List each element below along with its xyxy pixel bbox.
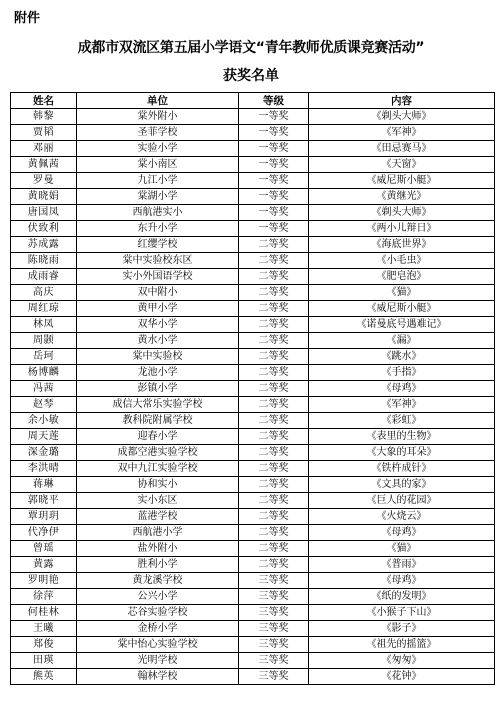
cell-content: 《海底世界》 (309, 237, 495, 253)
cell-content: 《军神》 (309, 125, 495, 141)
cell-content: 《小毛虫》 (309, 253, 495, 269)
cell-content: 《文具的家》 (309, 477, 495, 493)
cell-content: 《跳水》 (309, 349, 495, 365)
cell-content: 《手指》 (309, 365, 495, 381)
cell-unit: 西航港实小 (77, 205, 239, 221)
cell-unit: 东升小学 (77, 221, 239, 237)
cell-name: 贾韬 (11, 125, 77, 141)
cell-name: 李洪晴 (11, 461, 77, 477)
table-row (11, 525, 495, 541)
cell-level: 二等奖 (239, 413, 309, 429)
cell-name: 冯茜 (11, 381, 77, 397)
cell-name: 徐萍 (11, 589, 77, 605)
cell-level: 二等奖 (239, 237, 309, 253)
cell-content: 《巨人的花园》 (309, 493, 495, 509)
cell-level: 一等奖 (239, 157, 309, 173)
table-row (11, 141, 495, 157)
cell-content: 《普雨》 (309, 557, 495, 573)
cell-name: 深金璐 (11, 445, 77, 461)
cell-level: 二等奖 (239, 429, 309, 445)
table-row (11, 477, 495, 493)
table-row (11, 237, 495, 253)
cell-name: 周红琼 (11, 301, 77, 317)
table-body (11, 109, 495, 685)
cell-name: 罗明艳 (11, 573, 77, 589)
cell-unit: 棠小南区 (77, 157, 239, 173)
cell-level: 三等奖 (239, 605, 309, 621)
cell-name: 郑俊 (11, 637, 77, 653)
cell-content: 《田忌赛马》 (309, 141, 495, 157)
cell-level: 二等奖 (239, 317, 309, 333)
cell-content: 《剃头大师》 (309, 205, 495, 221)
cell-content: 《母鸡》 (309, 381, 495, 397)
cell-name: 黄晓娟 (11, 189, 77, 205)
cell-level: 二等奖 (239, 397, 309, 413)
cell-name: 唐国凤 (11, 205, 77, 221)
table-row (11, 365, 495, 381)
header-level: 等级 (239, 93, 309, 109)
cell-content: 《肥皂泡》 (309, 269, 495, 285)
cell-unit: 红缨学校 (77, 237, 239, 253)
header-name: 姓名 (11, 93, 77, 109)
cell-unit: 芯谷实验学校 (77, 605, 239, 621)
cell-level: 二等奖 (239, 461, 309, 477)
cell-unit: 龙池小学 (77, 365, 239, 381)
cell-unit: 圣菲学校 (77, 125, 239, 141)
table-row (11, 397, 495, 413)
table-row (11, 109, 495, 125)
cell-content: 《母鸡》 (309, 525, 495, 541)
header-unit: 单位 (77, 93, 239, 109)
table-row (11, 621, 495, 637)
cell-level: 二等奖 (239, 285, 309, 301)
cell-name: 岳珂 (11, 349, 77, 365)
cell-name: 陈晓雨 (11, 253, 77, 269)
cell-level: 二等奖 (239, 445, 309, 461)
cell-content: 《表里的生物》 (309, 429, 495, 445)
cell-unit: 棠中怡心实验学校 (77, 637, 239, 653)
cell-content: 《影子》 (309, 621, 495, 637)
cell-unit: 金桥小学 (77, 621, 239, 637)
cell-name: 苏成露 (11, 237, 77, 253)
table-row (11, 333, 495, 349)
cell-level: 三等奖 (239, 653, 309, 669)
table-row (11, 301, 495, 317)
cell-content: 《剃头大师》 (309, 109, 495, 125)
table-row (11, 413, 495, 429)
cell-level: 一等奖 (239, 173, 309, 189)
table-row (11, 221, 495, 237)
table-row (11, 637, 495, 653)
cell-level: 一等奖 (239, 189, 309, 205)
cell-content: 《猫》 (309, 541, 495, 557)
cell-level: 一等奖 (239, 125, 309, 141)
cell-name: 伏致利 (11, 221, 77, 237)
cell-level: 二等奖 (239, 349, 309, 365)
cell-name: 高庆 (11, 285, 77, 301)
cell-unit: 成都空港实验学校 (77, 445, 239, 461)
cell-name: 覃玥玥 (11, 509, 77, 525)
cell-level: 一等奖 (239, 141, 309, 157)
cell-level: 二等奖 (239, 557, 309, 573)
cell-content: 《小猴子下山》 (309, 605, 495, 621)
cell-level: 二等奖 (239, 509, 309, 525)
cell-content: 《纸的发明》 (309, 589, 495, 605)
cell-unit: 盐外附小 (77, 541, 239, 557)
table-row (11, 269, 495, 285)
cell-level: 二等奖 (239, 493, 309, 509)
table-row (11, 589, 495, 605)
cell-level: 二等奖 (239, 381, 309, 397)
table-row (11, 157, 495, 173)
cell-content: 《两小儿辩日》 (309, 221, 495, 237)
cell-unit: 实小外国语学校 (77, 269, 239, 285)
cell-level: 二等奖 (239, 333, 309, 349)
cell-content: 《猫》 (309, 285, 495, 301)
cell-name: 王曦 (11, 621, 77, 637)
table-row (11, 541, 495, 557)
cell-name: 赵琴 (11, 397, 77, 413)
cell-level: 二等奖 (239, 253, 309, 269)
cell-unit: 棠中实验校 (77, 349, 239, 365)
cell-level: 二等奖 (239, 541, 309, 557)
attachment-label: 附件 (14, 11, 41, 26)
cell-level: 三等奖 (239, 669, 309, 685)
cell-unit: 蓝港学校 (77, 509, 239, 525)
cell-level: 一等奖 (239, 221, 309, 237)
cell-level: 二等奖 (239, 525, 309, 541)
cell-content: 《匆匆》 (309, 653, 495, 669)
header-content: 内容 (309, 93, 495, 109)
cell-unit: 公兴小学 (77, 589, 239, 605)
cell-unit: 成信大常乐实验学校 (77, 397, 239, 413)
cell-unit: 协和实小 (77, 477, 239, 493)
cell-content: 《威尼斯小艇》 (309, 173, 495, 189)
cell-unit: 翰林学校 (77, 669, 239, 685)
table-row (11, 445, 495, 461)
table-row (11, 317, 495, 333)
cell-content: 《火烧云》 (309, 509, 495, 525)
cell-unit: 实小东区 (77, 493, 239, 509)
cell-name: 周颢 (11, 333, 77, 349)
cell-level: 二等奖 (239, 477, 309, 493)
cell-content: 《花钟》 (309, 669, 495, 685)
cell-content: 《彩虹》 (309, 413, 495, 429)
cell-name: 黄露 (11, 557, 77, 573)
cell-unit: 双中附小 (77, 285, 239, 301)
cell-unit: 棠外附小 (77, 109, 239, 125)
cell-unit: 黄甲小学 (77, 301, 239, 317)
table-row (11, 669, 495, 685)
cell-content: 《诺曼底号遇难记》 (309, 317, 495, 333)
table-row (11, 557, 495, 573)
cell-name: 曾瑶 (11, 541, 77, 557)
cell-content: 《天窗》 (309, 157, 495, 173)
cell-level: 二等奖 (239, 365, 309, 381)
table-row (11, 381, 495, 397)
cell-name: 韩黎 (11, 109, 77, 125)
cell-content: 《铁杵成针》 (309, 461, 495, 477)
cell-content: 《黄继光》 (309, 189, 495, 205)
cell-unit: 西航港小学 (77, 525, 239, 541)
cell-unit: 双中九江实验学校 (77, 461, 239, 477)
cell-content: 《漏》 (309, 333, 495, 349)
cell-name: 田瑛 (11, 653, 77, 669)
cell-unit: 棠湖小学 (77, 189, 239, 205)
cell-level: 二等奖 (239, 269, 309, 285)
table-row (11, 125, 495, 141)
table-row (11, 509, 495, 525)
cell-level: 二等奖 (239, 301, 309, 317)
table-row (11, 349, 495, 365)
table-row (11, 285, 495, 301)
table-row (11, 573, 495, 589)
cell-name: 邓丽 (11, 141, 77, 157)
table-row (11, 461, 495, 477)
cell-name: 郭晓平 (11, 493, 77, 509)
cell-content: 《母鸡》 (309, 573, 495, 589)
table-row (11, 253, 495, 269)
document-subtitle: 获奖名单 (223, 68, 279, 84)
cell-content: 《军神》 (309, 397, 495, 413)
cell-unit: 黄水小学 (77, 333, 239, 349)
cell-content: 《大象的耳朵》 (309, 445, 495, 461)
cell-level: 三等奖 (239, 573, 309, 589)
cell-unit: 棠中实验校东区 (77, 253, 239, 269)
cell-unit: 光明学校 (77, 653, 239, 669)
cell-unit: 胜利小学 (77, 557, 239, 573)
cell-name: 林凤 (11, 317, 77, 333)
cell-content: 《威尼斯小艇》 (309, 301, 495, 317)
cell-level: 一等奖 (239, 205, 309, 221)
cell-unit: 双华小学 (77, 317, 239, 333)
cell-unit: 彭镇小学 (77, 381, 239, 397)
cell-name: 黄佩茜 (11, 157, 77, 173)
cell-unit: 九江小学 (77, 173, 239, 189)
cell-name: 周天莲 (11, 429, 77, 445)
table-row (11, 205, 495, 221)
table-header-row (11, 93, 495, 109)
award-table (10, 92, 495, 685)
cell-level: 三等奖 (239, 589, 309, 605)
table-row (11, 605, 495, 621)
cell-unit: 黄龙溪学校 (77, 573, 239, 589)
cell-level: 三等奖 (239, 637, 309, 653)
cell-name: 何桂林 (11, 605, 77, 621)
cell-name: 代净伊 (11, 525, 77, 541)
cell-unit: 实验小学 (77, 141, 239, 157)
cell-level: 一等奖 (239, 109, 309, 125)
cell-name: 杨博麟 (11, 365, 77, 381)
cell-unit: 教科院附属学校 (77, 413, 239, 429)
cell-name: 熊英 (11, 669, 77, 685)
table-row (11, 173, 495, 189)
cell-name: 余小敏 (11, 413, 77, 429)
document-title: 成都市双流区第五届小学语文“青年教师优质课竞赛活动” (77, 40, 425, 56)
cell-level: 三等奖 (239, 621, 309, 637)
table-row (11, 493, 495, 509)
cell-content: 《祖先的摇篮》 (309, 637, 495, 653)
cell-name: 罗曼 (11, 173, 77, 189)
table-row (11, 653, 495, 669)
table-row (11, 429, 495, 445)
cell-name: 蒋琳 (11, 477, 77, 493)
table-row (11, 189, 495, 205)
cell-name: 成雨睿 (11, 269, 77, 285)
cell-unit: 迎春小学 (77, 429, 239, 445)
